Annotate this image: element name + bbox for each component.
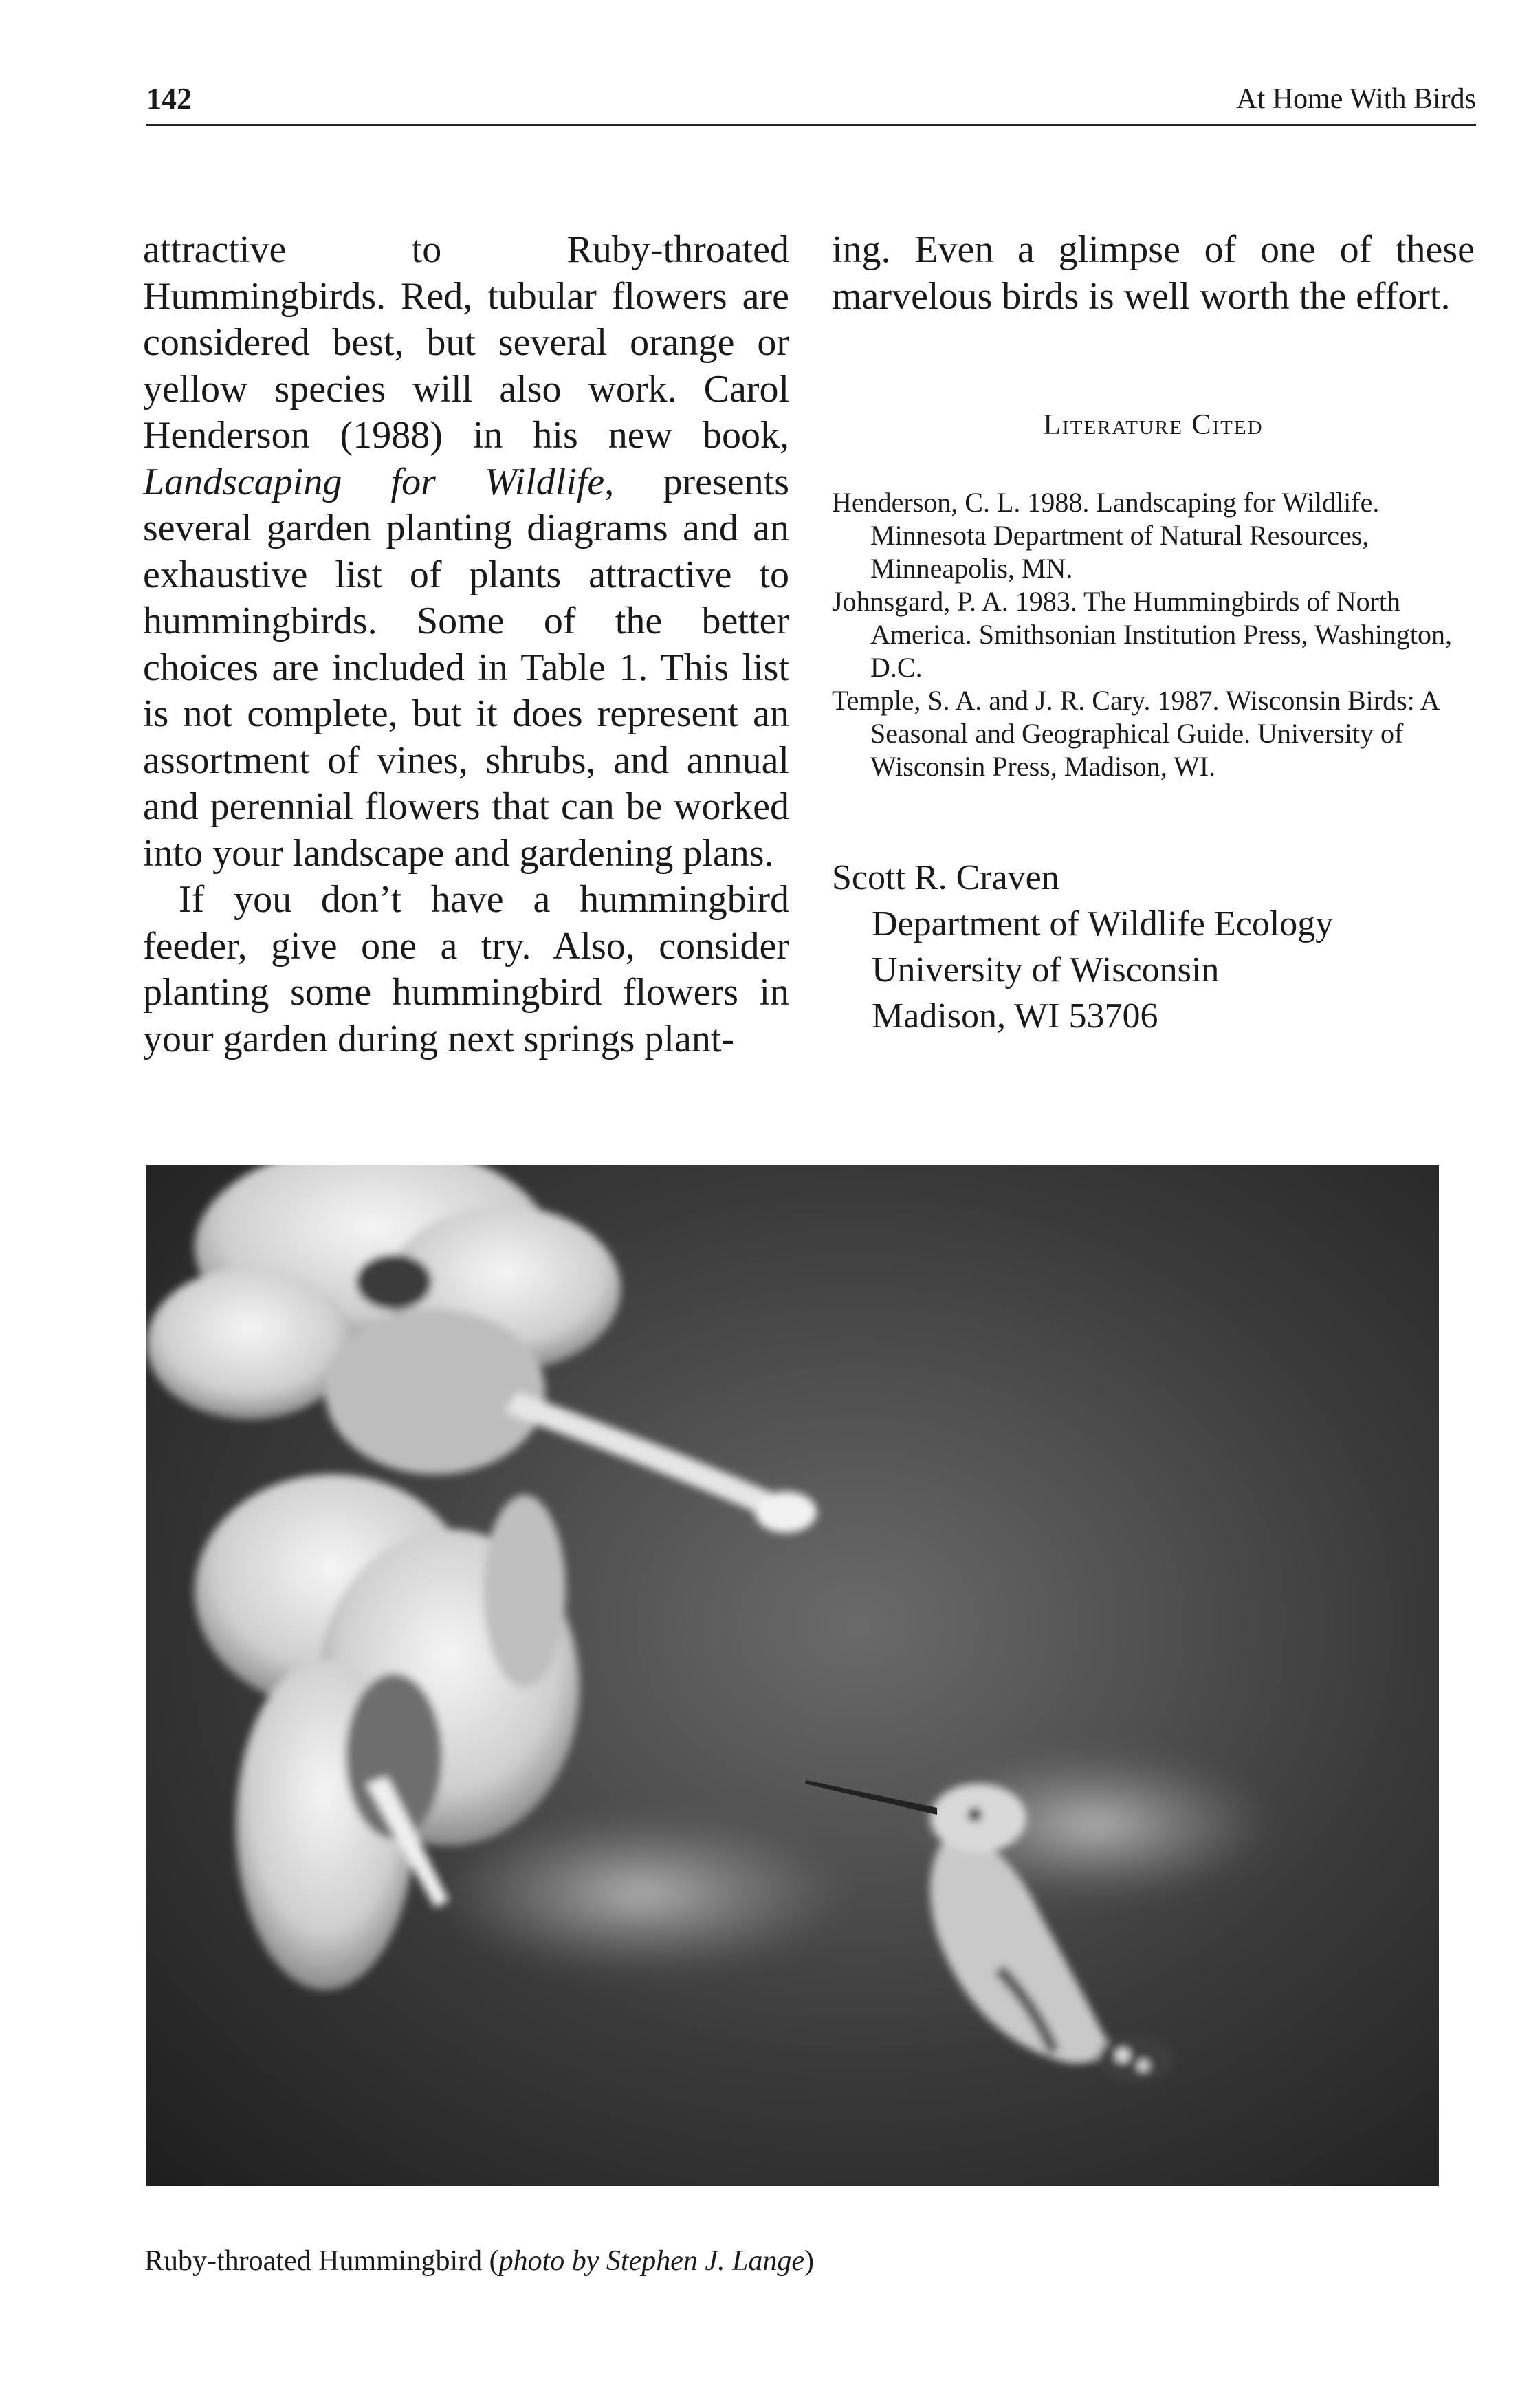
- page-number: 142: [146, 82, 192, 116]
- right-column: [832, 227, 1475, 1039]
- running-head: At Home With Birds: [1236, 83, 1476, 115]
- literature-cited-heading: Literature Cited: [1043, 409, 1264, 441]
- photo-credit: photo by Stephen J. Lange: [498, 2245, 804, 2277]
- paragraph-text: attractive to Ruby-throated Hummingbirds. Red, tubular flowers are considered best, but several orange or yellow species will also work. Carol Henderson (1988) in his new book,: [143, 228, 789, 457]
- paragraph-text: , presents several garden planting diagrams and an exhaustive list of plants attractive to hummingbirds. Some of the better choices are included in Table 1. This list is not complete, but it does represent an assortment of vines, shrubs, and annual and perennial flowers that can be worked into your landscape and gardening plans.: [143, 460, 789, 875]
- body-paragraph: [143, 227, 789, 877]
- hummingbird-figure: [435, 1749, 1274, 2083]
- reference-item: Henderson, C. L. 1988. Landscaping for Wildlife. Minnesota Department of Natural Resources, Minneapolis, MN.: [832, 487, 1380, 584]
- left-column: [143, 227, 789, 1062]
- author-block: [832, 855, 1475, 1039]
- caption-text: Ruby-throated Hummingbird (: [144, 2245, 499, 2277]
- body-paragraph-continuation: ing. Even a glimpse of one of these marvelous birds is well worth the effort.: [832, 228, 1475, 318]
- reference-item: Temple, S. A. and J. R. Cary. 1987. Wisconsin Birds: A Seasonal and Geographical Guide. University of Wisconsin Press, Madison, WI.: [832, 685, 1439, 782]
- hummingbird-photo: [146, 1165, 1439, 2186]
- body-paragraph: If you don’t have a hummingbird feeder, give one a try. Also, consider planting some hummingbird flowers in your garden during next springs plant-: [143, 878, 789, 1060]
- figure-caption: [144, 2244, 814, 2277]
- author-university: University of Wisconsin: [872, 950, 1220, 990]
- reference-item: Johnsgard, P. A. 1983. The Hummingbirds of North America. Smithsonian Institution Press, Washington, D.C.: [832, 586, 1452, 683]
- author-address: Madison, WI 53706: [872, 996, 1158, 1036]
- author-name: Scott R. Craven: [832, 858, 1059, 897]
- book-title: Landscaping for Wildlife: [143, 460, 605, 503]
- reference-list: [832, 486, 1475, 783]
- caption-close: ): [804, 2245, 814, 2277]
- header-rule: [146, 124, 1476, 126]
- author-department: Department of Wildlife Ecology: [872, 904, 1334, 943]
